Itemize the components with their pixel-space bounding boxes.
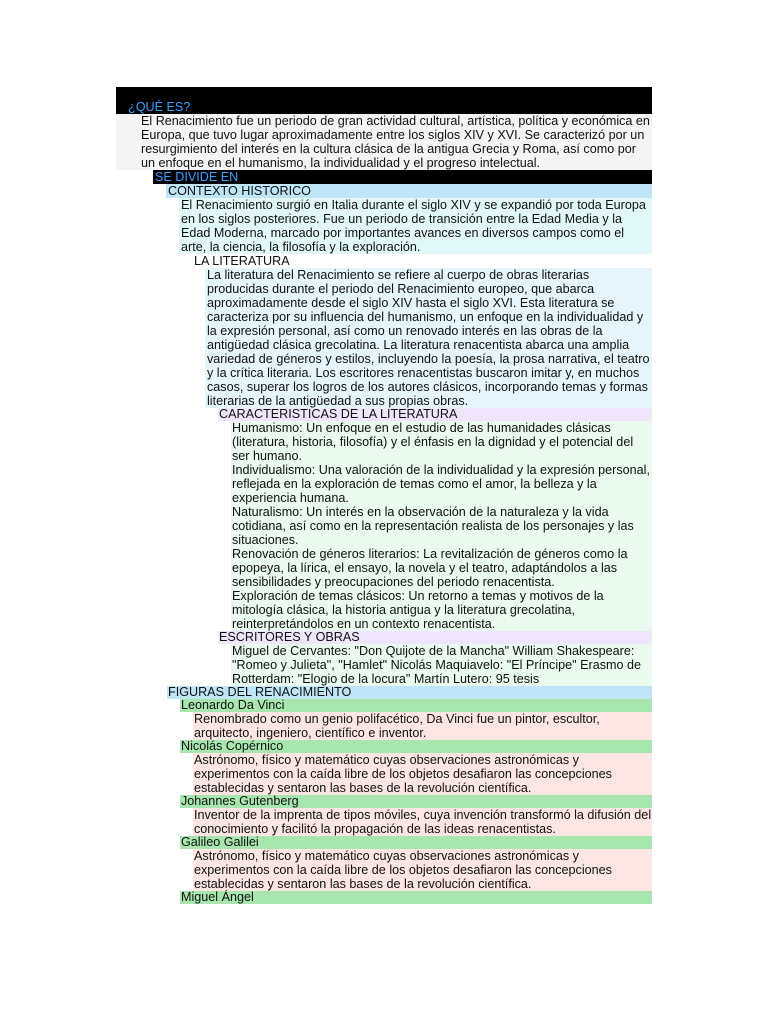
characteristics-list xyxy=(231,421,652,631)
intro-text: El Renacimiento fue un periodo de gran actividad cultural, artística, política y económica en Europa, que tuvo lugar aproximadamente entre los siglos XIV y XVI. Se caracterizó por un resurgimiento del interés en la cultura clásica de la antigua Grecia y Roma, así como por un enfoque en el humanismo, la individualidad y el progreso intelectual. xyxy=(116,114,652,170)
divide-heading: SE DIVIDE EN xyxy=(153,170,652,184)
figure-description: Astrónomo, físico y matemático cuyas observaciones astronómicas y experimentos con la caída libre de los objetos desafiaron las concepciones establecidas y sentaron las bases de la revolución científica. xyxy=(193,753,652,795)
characteristics-heading: CARACTERISTICAS DE LA LITERATURA xyxy=(218,408,652,421)
literature-heading: LA LITERATURA xyxy=(192,254,652,268)
figure-name: Miguel Ángel xyxy=(180,891,652,904)
writers-heading: ESCRITORES Y OBRAS xyxy=(218,631,652,644)
figure-description: Inventor de la imprenta de tipos móviles, cuya invención transformó la difusión del conocimiento y facilitó la propagación de las ideas renacentistas. xyxy=(194,808,652,836)
figure-name: Johannes Gutenberg xyxy=(180,795,652,808)
figure-description: Renombrado como un genio polifacético, Da Vinci fue un pintor, escultor, arquitecto, ingeniero, científico e inventor. xyxy=(193,712,652,740)
context-heading: CONTEXTO HISTORICO xyxy=(166,184,652,198)
figure-name: Nicolás Copérnico xyxy=(180,740,652,753)
list-item: Individualismo: Una valoración de la individualidad y la expresión personal, reflejada en la exploración de temas como el amor, la belleza y la experiencia humana. xyxy=(232,463,650,505)
figure-description: Astrónomo, físico y matemático cuyas observaciones astronómicas y experimentos con la caída libre de los objetos desafiaron las concepciones establecidas y sentaron las bases de la revolución científica. xyxy=(193,849,652,891)
figure-name: Galileo Galilei xyxy=(180,836,652,849)
literature-text: La literatura del Renacimiento se refiere al cuerpo de obras literarias producidas durante el periodo del Renacimiento europeo, que abarca aproximadamente desde el siglo XIV hasta el siglo XVI. Esta literatura se caracteriza por su influencia del humanismo, un enfoque en la individualidad y la expresión personal, así como un renovado interés en las obras de la antigüedad clásica grecolatina. La literatura renacentista abarca una amplia variedad de géneros y estilos, incluyendo la poesía, la prosa narrativa, el teatro y la crítica literaria. Los escritores renacentistas buscaron imitar y, en muchos casos, superar los logros de los autores clásicos, incorporando temas y formas literarias de la antigüedad a sus propias obras. xyxy=(205,268,652,408)
page-title: ¿QUÉ ES? xyxy=(116,100,652,114)
mind-map-document xyxy=(116,87,652,904)
list-item: Humanismo: Un enfoque en el estudio de las humanidades clásicas (literatura, historia, filosofía) y el énfasis en la dignidad y el potencial del ser humano. xyxy=(232,421,634,463)
top-bar xyxy=(116,87,652,100)
writers-text: Miguel de Cervantes: "Don Quijote de la Mancha" William Shakespeare: "Romeo y Julieta", "Hamlet" Nicolás Maquiavelo: "El Príncipe" Erasmo de Rotterdam: "Elogio de la locura" Martín Lutero: 95 tesis xyxy=(231,644,652,686)
figures-heading: FIGURAS DEL RENACIMIENTO xyxy=(167,686,652,699)
context-text: El Renacimiento surgió en Italia durante el siglo XIV y se expandió por toda Europa en los siglos posteriores. Fue un periodo de transición entre la Edad Media y la Edad Moderna, marcado por importantes avances en diversos campos como el arte, la ciencia, la filosofía y la exploración. xyxy=(179,198,652,254)
list-item: Naturalismo: Un interés en la observación de la naturaleza y la vida cotidiana, así como en la representación realista de los personajes y las situaciones. xyxy=(232,505,634,547)
list-item: Exploración de temas clásicos: Un retorno a temas y motivos de la mitología clásica, la historia antigua y la literatura grecolatina, reinterpretándolos en un contexto renacentista. xyxy=(232,589,604,631)
figure-name: Leonardo Da Vinci xyxy=(180,699,652,712)
list-item: Renovación de géneros literarios: La revitalización de géneros como la epopeya, la lírica, el ensayo, la novela y el teatro, adaptándolos a las sensibilidades y preocupaciones del periodo renacentista. xyxy=(232,547,628,589)
